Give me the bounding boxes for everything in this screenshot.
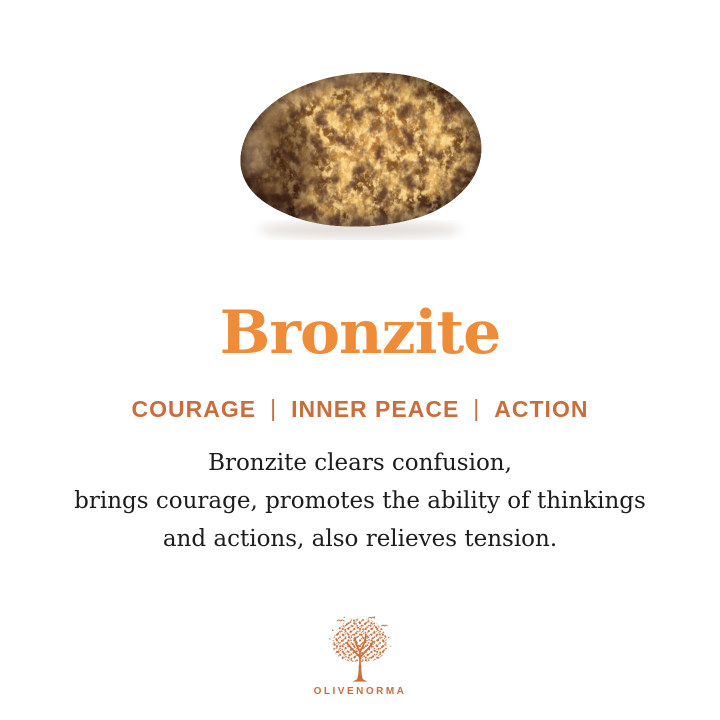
- brand-logo: [0, 616, 720, 697]
- description-line: and actions, also relieves tension.: [162, 526, 558, 552]
- keyword-action: ACTION: [494, 396, 589, 422]
- bronzite-stone-image: [227, 62, 493, 242]
- stone-photo: [227, 62, 493, 242]
- keywords-row: [0, 396, 720, 423]
- description-line: Bronzite clears confusion,: [208, 450, 512, 476]
- keyword-inner-peace: INNER PEACE: [291, 396, 460, 422]
- keyword-courage: COURAGE: [131, 396, 257, 422]
- keyword-separator: |: [473, 395, 481, 421]
- page-title: Bronzite: [219, 298, 501, 368]
- brand-name: OLIVENORMA: [313, 686, 407, 697]
- olivenorma-tree-icon: [324, 616, 396, 682]
- description-line: brings courage, promotes the ability of thinkings: [74, 488, 646, 514]
- keyword-separator: |: [270, 395, 278, 421]
- description-text: [0, 444, 720, 558]
